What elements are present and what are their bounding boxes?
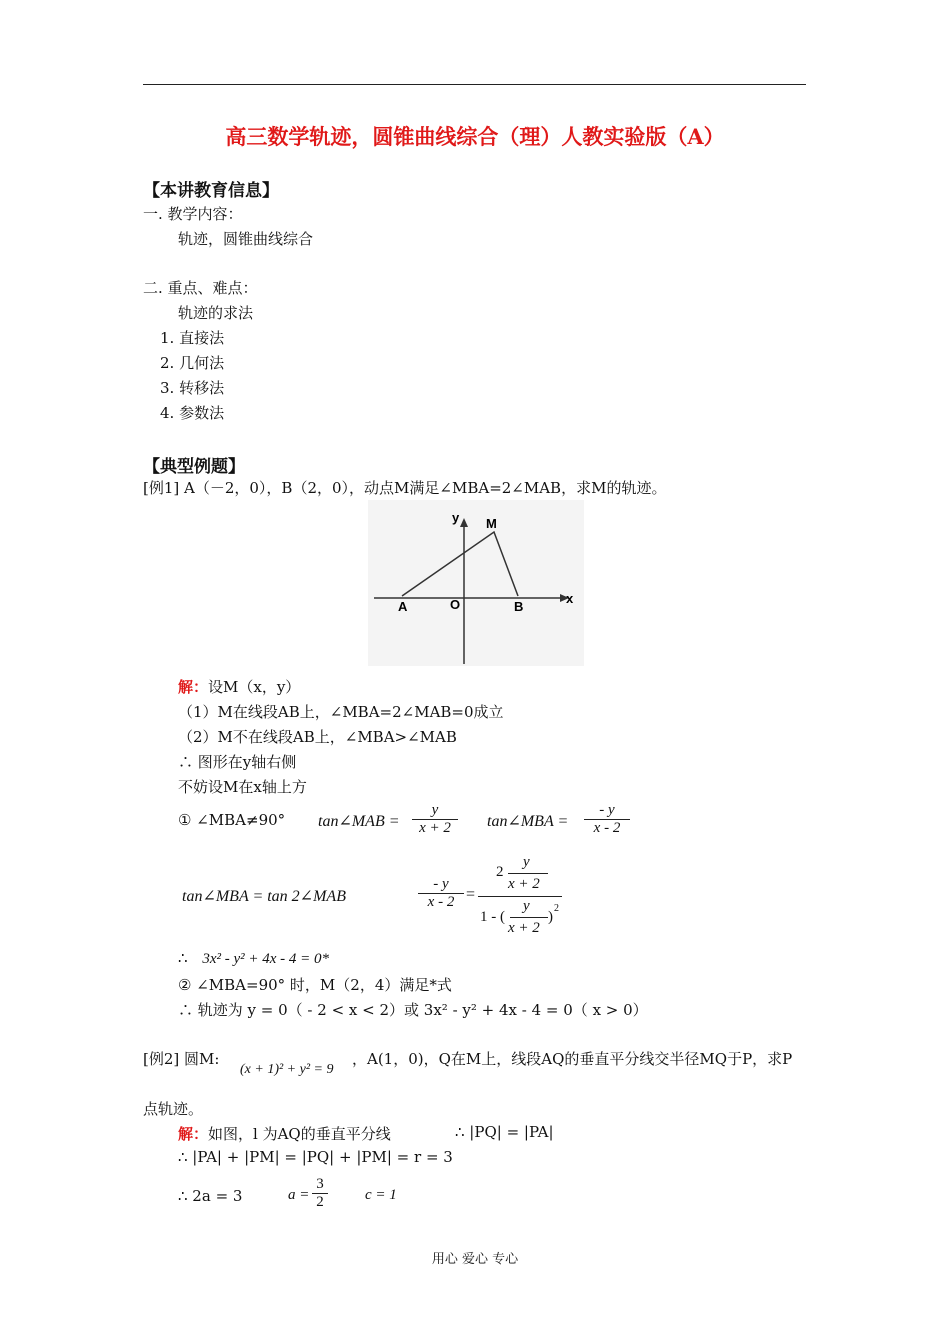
keypoints-label: 二. 重点、难点： [143, 279, 258, 297]
content-label: 一. 教学内容： [143, 205, 243, 223]
perpendicular-bisector: 如图，l 为AQ的垂直平分线 [208, 1125, 391, 1143]
circle-equation: (x + 1)² + y² = 9 [240, 1062, 334, 1077]
method-item: 2. 几何法 [160, 354, 225, 372]
numerator: - y [433, 876, 449, 892]
denominator: x + 2 [412, 819, 458, 837]
final-locus: ∴ 轨迹为 y = 0（ - 2 < x < 2）或 3x² - y² + 4x - 4 = 0（ x > 0） [178, 1001, 648, 1019]
case-1: （1）M在线段AB上，∠MBA=2∠MAB=0成立 [178, 703, 504, 721]
solution2-line1 [178, 1123, 391, 1144]
solution2-line2: ∴ |PA| + |PM| = |PQ| + |PM| = r = 3 [178, 1148, 453, 1166]
method-item: 3. 转移法 [160, 379, 225, 397]
rhs-inner-bar [508, 873, 548, 874]
solution-label: 解： [178, 1125, 209, 1143]
pq-equals-pa: ∴ |PQ| = |PA| [455, 1123, 554, 1141]
rhs-x2: x + 2 [508, 876, 540, 892]
header-rule [143, 84, 806, 85]
denominator: x - 2 [418, 893, 464, 911]
condition-2: ② ∠MBA=90° 时，M（2，4）满足*式 [178, 976, 452, 994]
example1-problem: [例1] A（－2，0），B（2，0），动点M满足∠MBA=2∠MAB，求M的轨迹。 [143, 479, 667, 497]
label-y: y [452, 510, 460, 525]
two-a-equals: ∴ 2a = 3 [178, 1187, 243, 1205]
rhs-square: 2 [554, 903, 559, 914]
label-b: B [514, 599, 524, 614]
denominator: x - 2 [584, 819, 630, 837]
solution-set: 设M（x，y） [208, 678, 301, 696]
keypoints-text: 轨迹的求法 [178, 304, 254, 322]
method-item: 4. 参数法 [160, 404, 225, 422]
section-heading-info: 【本讲教育信息】 [143, 181, 279, 201]
lhs-fraction [418, 876, 464, 911]
label-x: x [566, 591, 574, 606]
condition-1: ① ∠MBA≠90° [178, 811, 286, 829]
rhs-main-bar [478, 896, 562, 897]
therefore-symbol: ∴ [178, 949, 188, 967]
page-title: 高三数学轨迹，圆锥曲线综合（理）人教实验版（A） [225, 124, 725, 149]
rhs-close: ) [548, 909, 553, 925]
rhs-two: 2 [496, 864, 504, 880]
method-item: 1. 直接法 [160, 329, 225, 347]
content-text: 轨迹，圆锥曲线综合 [178, 230, 314, 248]
section-heading-examples: 【典型例题】 [143, 457, 245, 477]
page-footer: 用心 爱心 专心 [431, 1252, 519, 1267]
assume-above: 不妨设M在x轴上方 [178, 778, 307, 796]
rhs-y: y [523, 854, 530, 870]
equals-sign: = [466, 886, 476, 903]
c-equals: c = 1 [365, 1187, 397, 1203]
case-2: （2）M不在线段AB上，∠MBA>∠MAB [178, 728, 457, 746]
therefore-right-side: ∴ 图形在y轴右侧 [178, 753, 297, 771]
a-value-fraction [312, 1176, 328, 1211]
tan-mab-label: tan∠MAB = [318, 813, 400, 830]
solution-label: 解： [178, 678, 209, 696]
rhs-one-minus: 1 - ( [480, 909, 505, 925]
tan-mba-label: tan∠MBA = [487, 813, 569, 830]
a-equals-label: a = [288, 1187, 310, 1203]
rhs-y-inner: y [523, 898, 530, 914]
double-angle-equation: tan∠MBA = tan 2∠MAB [182, 888, 346, 905]
label-a: A [398, 599, 408, 614]
label-o: O [450, 597, 461, 612]
tan-mab-fraction [412, 802, 458, 837]
result-equation: 3x² - y² + 4x - 4 = 0* [202, 951, 330, 967]
solution1-start [178, 676, 300, 697]
rhs-compound-fraction [478, 852, 564, 944]
example2-problem: ，A(1，0)，Q在M上，线段AQ的垂直平分线交半径MQ于P，求P [352, 1050, 793, 1068]
tan-mba-fraction [584, 802, 630, 837]
numerator: - y [599, 802, 615, 818]
denominator: 2 [312, 1193, 328, 1211]
example2-problem-cont: 点轨迹。 [143, 1100, 204, 1118]
numerator: 3 [316, 1176, 324, 1192]
example1-figure [368, 500, 584, 666]
result-line [178, 949, 329, 968]
label-m: M [486, 516, 497, 531]
rhs-x2-inner: x + 2 [508, 920, 540, 936]
example2-label: [例2] 圆M: [143, 1050, 220, 1068]
numerator: y [431, 802, 439, 818]
rhs-inner-bar-2 [510, 917, 548, 918]
